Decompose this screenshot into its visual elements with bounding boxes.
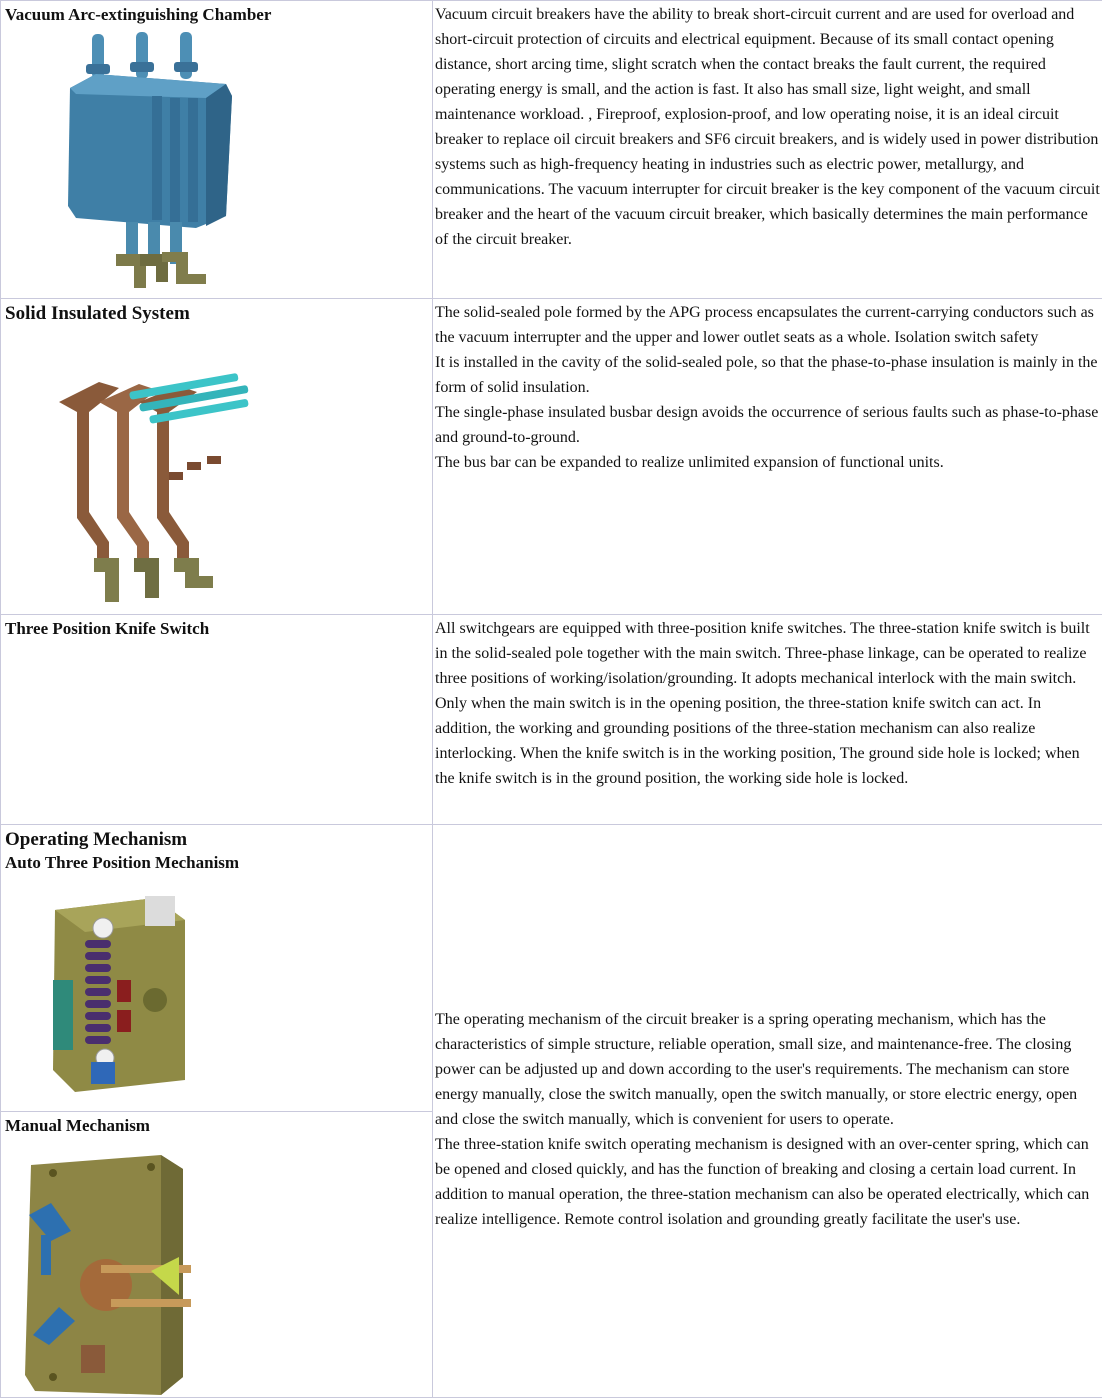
solid-insulated-title: Solid Insulated System: [1, 299, 432, 326]
manual-mechanism-subtitle: Manual Mechanism: [1, 1112, 432, 1137]
operating-mechanism-description: The operating mechanism of the circuit breaker is a spring operating mechanism, which has the characteristics of simple structure, reliable operation, small size, and maintenance-free. The closing power can be adjusted up and down according to the user's requirements. The mechanism can store energy manually, close the switch manually, open the switch manually, or store electric energy, open and close the switch manually, which is convenient for users to operate. The three-station knife switch operating mechanism is designed with an over-center spring, which can be opened and closed quickly, and has the function of breaking and closing a certain load current. In addition to manual operation, the three-station mechanism can also be operated electrically, which can realize intelligence. Remote control isolation and grounding greatly facilitate the user's use.: [433, 991, 1102, 1232]
table-row: [1, 615, 1102, 825]
row-solid-right: [433, 299, 1102, 615]
solid-insulated-pole-image: [1, 326, 431, 614]
row-knife-right: [433, 615, 1102, 825]
row-vacuum-right: [433, 1, 1102, 299]
row-solid-left: [1, 299, 433, 615]
table-row: [1, 299, 1102, 615]
row-mechanism-left: [1, 825, 433, 1398]
solid-insulated-description: The solid-sealed pole formed by the APG process encapsulates the current-carrying conductors such as the vacuum interrupter and the upper and lower outlet seats as a whole. Isolation switch safety It is installed in the cavity of the solid-sealed pole, so that the phase-to-phase insulation is mainly in the form of solid insulation. The single-phase insulated busbar design avoids the occurrence of serious faults such as phase-to-phase and ground-to-ground. The bus bar can be expanded to realize unlimited expansion of functional units.: [433, 299, 1102, 475]
row-mechanism-right: [433, 825, 1102, 1398]
table-row: [1, 1, 1102, 299]
vacuum-chamber-title: Vacuum Arc-extinguishing Chamber: [1, 1, 432, 26]
vacuum-chamber-description: Vacuum circuit breakers have the ability to break short-circuit current and are used for overload and short-circuit protection of circuits and electrical equipment. Because of its small contact opening distance, short arcing time, slight scratch when the contact breaks the fault current, the required operating energy is small, and the action is fast. It also has small size, light weight, and small maintenance workload. , Fireproof, explosion-proof, and low operating noise, it is an ideal circuit breaker to replace oil circuit breakers and SF6 circuit breakers, and is widely used in power distribution systems such as high-frequency heating in industries such as electric power, metallurgy, and communications. The vacuum interrupter for circuit breaker is the key component of the vacuum circuit breaker and the heart of the vacuum circuit breaker, which basically determines the main performance of the circuit breaker.: [433, 1, 1102, 252]
row-vacuum-left: [1, 1, 433, 299]
manual-mechanism-image: [1, 1137, 431, 1395]
knife-switch-description: All switchgears are equipped with three-position knife switches. The three-station knife switch is built in the solid-sealed pole together with the main switch. Three-phase linkage, can be operated to realize three positions of working/isolation/grounding. It adopts mechanical interlock with the main switch. Only when the main switch is in the opening position, the three-station knife switch can act. In addition, the working and grounding positions of the three-station mechanism can also realize interlocking. When the knife switch is in the working position, The ground side hole is locked; when the knife switch is in the ground position, the working side hole is locked.: [433, 615, 1102, 791]
manual-mechanism-cell: [1, 1112, 432, 1397]
auto-mechanism-subtitle: Auto Three Position Mechanism: [1, 852, 432, 874]
table-row: [1, 825, 1102, 1398]
auto-mechanism-image: [1, 874, 431, 1110]
vacuum-interrupter-image: [1, 26, 431, 288]
auto-mechanism-cell: [1, 825, 432, 1112]
knife-switch-title: Three Position Knife Switch: [1, 615, 432, 640]
row-knife-left: [1, 615, 433, 825]
operating-mechanism-title: Operating Mechanism: [1, 825, 432, 852]
